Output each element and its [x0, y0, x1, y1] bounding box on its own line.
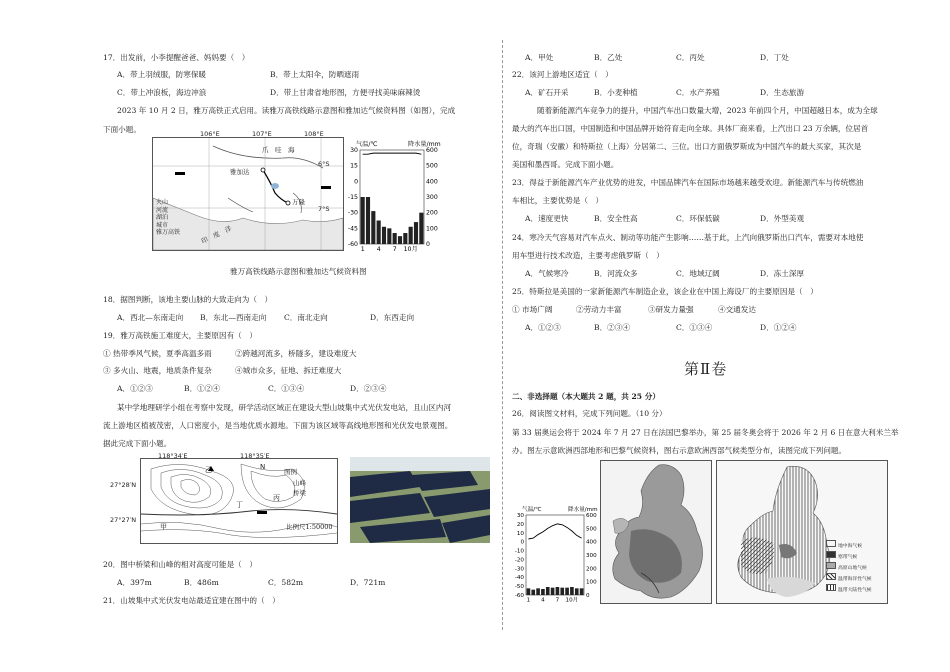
- q23-opt-c: C．环保低碳: [676, 214, 720, 223]
- q19-item-2: ②跨越河流多，桥隧多，建设难度大: [235, 349, 357, 358]
- q21-opt-c: C．丙处: [676, 53, 705, 62]
- map1-lon1: 106°E: [200, 130, 220, 138]
- y-tick-right: 100: [586, 579, 597, 586]
- precip-bar: [580, 588, 584, 595]
- jakarta-climate-chart: [340, 140, 445, 255]
- precip-bar: [371, 211, 375, 244]
- y-axis-label-left: 气温/℃: [522, 507, 542, 513]
- y-tick-left: -50: [514, 584, 524, 591]
- intro3-line4: 美国和墨西哥。完成下面小题。: [512, 160, 619, 169]
- q23-opt-a: A．速度更快: [525, 214, 569, 223]
- north-arrow: N: [260, 463, 266, 471]
- q24-opt-b: B．河流众多: [594, 269, 638, 278]
- fig1-caption: 雅万高铁线路示意图和雅加达气候资料图: [230, 267, 367, 276]
- x-tick: 7: [392, 246, 397, 254]
- legend-lake: 湖泊: [156, 214, 169, 221]
- q19: 19．雅万高铁施工难度大，主要原因有（ ）: [103, 331, 257, 340]
- map1-ocean: 印 度 洋: [200, 224, 233, 246]
- temperature-line: [363, 153, 422, 154]
- precip-bar: [403, 233, 407, 244]
- x-tick: 1: [526, 597, 531, 604]
- q21-opt-d: D．丁处: [760, 53, 789, 62]
- y-tick-right: 200: [426, 209, 438, 217]
- map2-ding: 丁: [236, 501, 243, 509]
- precip-bar: [527, 588, 531, 595]
- precip-bar: [570, 587, 574, 595]
- y-tick-right: 0: [586, 593, 590, 599]
- y-tick-left: -15: [347, 194, 358, 201]
- y-tick-left: -40: [514, 575, 524, 582]
- q25-opt-b: B．②③④: [594, 323, 630, 332]
- legend-polar: 寒带气候: [826, 551, 872, 562]
- q19-item-1: ① 热带季风气候，夏季高温多雨: [103, 349, 212, 358]
- precip-bar: [393, 233, 397, 244]
- y-tick-left: -30: [347, 209, 358, 217]
- precip-bar: [556, 587, 560, 595]
- q19-item-4: ④城市众多，征地、拆迁难度大: [235, 366, 342, 375]
- q22: 22．该河上游地区适宜（ ）: [512, 70, 613, 79]
- map2-lon1: 118°34′E: [158, 452, 188, 460]
- intro2-line3: 据此完成下面小题。: [103, 439, 172, 448]
- x-tick: 10月: [403, 246, 418, 254]
- q17-opt-c: C．带上冲浪板，海边冲浪: [117, 88, 207, 97]
- q23-opt-b: B．安全性高: [594, 214, 638, 223]
- q25: 25．特斯拉是美国的一家新能源汽车制造企业，该企业在中国上海设厂的主要原因是（ ）: [512, 287, 818, 296]
- map1-lon2: 107°E: [252, 130, 272, 138]
- q17: 17．出发前，小李提醒爸爸、妈妈要（ ）: [103, 53, 250, 62]
- q17-opt-a: A．带上羽绒服，防寒保暖: [117, 70, 207, 79]
- q25-opt-c: C．①③④: [676, 323, 713, 332]
- y-tick-left: -30: [514, 566, 524, 573]
- q17-opt-d: D．带上甘肃省地形图，方便寻找美味麻辣烫: [270, 88, 421, 97]
- map1-sea: 爪 哇 海: [262, 146, 295, 154]
- q23-opt-d: D．外型美观: [760, 214, 805, 223]
- legend-river: 河流: [156, 206, 169, 214]
- intro3-line3: 位，奇瑞（安徽）和特斯拉（上海）分居第二、三位。出口方面俄罗斯成为中国汽车的最大买家，其次是: [512, 142, 862, 151]
- map2-jia: 甲: [160, 523, 167, 531]
- q21-opt-a: A．甲处: [525, 53, 554, 62]
- y-tick-left: -45: [347, 225, 358, 233]
- q22-opt-c: C．水产养殖: [676, 88, 720, 97]
- precip-bar: [414, 222, 418, 244]
- x-tick: 4: [541, 597, 545, 604]
- map1-lat1: 6°S: [318, 160, 330, 168]
- y-tick-right: 600: [586, 513, 597, 519]
- paris-climate-chart: [508, 505, 603, 605]
- legend-volcano: 火山: [156, 199, 169, 206]
- map2-lon2: 118°35′E: [240, 452, 270, 460]
- y-tick-right: 200: [586, 566, 597, 573]
- map1-city1: 雅加达: [230, 168, 250, 176]
- y-tick-left: 15: [350, 162, 358, 170]
- y-tick-right: 500: [586, 526, 597, 533]
- q25-item-1: ① 市场广阔: [512, 305, 553, 314]
- column-divider: [502, 40, 503, 630]
- q19-item-3: ③ 多火山、地震，地质条件复杂: [103, 366, 212, 375]
- y-tick-right: 100: [426, 225, 438, 233]
- q21: 21．山坡集中式光伏发电站最适宜建在图中的（ ）: [103, 596, 280, 605]
- q20-opt-a: A．397m: [117, 578, 152, 587]
- q23-line1: 23．得益于新能源汽车产业优势的进发，中国品牌汽车在国际市场越来越受欢迎。新能源汽车与传统燃油: [512, 178, 864, 187]
- q19-opt-b: B．①②④: [184, 384, 220, 393]
- precip-bar: [551, 588, 555, 595]
- precip-bar: [366, 197, 370, 244]
- q26-text-line1: 第 33 届奥运会将于 2024 年 7 月 27 日在法国巴黎举办，第 25 届冬奥会将于 2026 年 2 月 6 日在意大利米兰举: [512, 428, 899, 437]
- railway-map: [152, 137, 344, 251]
- precip-bar: [531, 590, 535, 595]
- y-tick-left: -60: [514, 593, 524, 599]
- y-tick-left: 30: [516, 513, 524, 519]
- precip-bar: [387, 228, 391, 244]
- temperature-line: [528, 524, 581, 539]
- y-tick-right: 500: [426, 162, 438, 170]
- map2-scale: 比例尺1:50000: [286, 523, 333, 531]
- precip-bar: [409, 227, 413, 244]
- y-tick-left: 20: [516, 521, 524, 528]
- map2-yi: 乙: [205, 466, 212, 474]
- legend-oceanic: 温带海洋性气候: [826, 573, 872, 584]
- y-tick-right: 300: [586, 553, 597, 559]
- map1-lon3: 108°E: [304, 130, 324, 138]
- q21-opt-b: B．乙处: [594, 53, 623, 62]
- q20-opt-b: B．486m: [184, 578, 219, 587]
- precip-bar: [382, 227, 386, 244]
- intro3-line2: 最大的汽车出口国，中国制造和中国品牌开始符育走向全球。具体厂商来看，上汽出口 23 万余辆，位居首: [512, 124, 869, 133]
- y-tick-right: 300: [426, 194, 438, 201]
- y-tick-right: 400: [426, 178, 438, 186]
- map1-lat2: 7°S: [318, 205, 330, 213]
- y-axis-label-right: 降水量/mm: [408, 141, 441, 148]
- precip-bar: [377, 221, 381, 245]
- y-tick-left: 10: [516, 530, 524, 537]
- intro3-line1: 随着新能源汽车竞争力的提升，中国汽车出口数量大增，2023 年前四个月，中国超越日本，成为全球: [537, 106, 878, 115]
- q23-line2: 车相比，主要优势是（ ）: [512, 196, 604, 205]
- q25-item-3: ③研发力量强: [648, 305, 694, 314]
- map2-lat1: 27°28′N: [110, 481, 137, 489]
- q22-opt-a: A．矿石开采: [525, 88, 569, 97]
- precip-bar: [536, 588, 540, 595]
- q22-opt-b: B．小麦种植: [594, 88, 638, 97]
- y-tick-left: 0: [354, 178, 358, 186]
- x-tick: 10月: [565, 597, 579, 604]
- y-tick-left: -10: [514, 548, 524, 555]
- map2-legend-title: 图例: [284, 468, 297, 476]
- q19-opt-d: D．②③④: [350, 384, 387, 393]
- precip-bar: [560, 588, 564, 595]
- q24-line2: 用车型进行技术改造，主要考虑俄罗斯（ ）: [512, 251, 664, 260]
- legend-city: 城市: [156, 221, 169, 229]
- intro1-line2: 下面小题。: [103, 125, 141, 134]
- map2-lat2: 27°27′N: [110, 516, 137, 524]
- legend-railway: 雅万高铁: [156, 229, 181, 236]
- map2-legend-peak: 山峰: [293, 479, 306, 487]
- q25-item-4: ④交通发达: [718, 305, 756, 314]
- precip-bar: [565, 588, 569, 595]
- part-two-title: 第Ⅱ卷: [684, 360, 728, 378]
- chart-frame: [526, 515, 584, 595]
- q26: 26．阅读图文材料，完成下列问题。（10 分）: [512, 409, 667, 418]
- intro2-line2: 流上游地区植被茂密，人口密度小，是当地优质水源地。下面为该区域等高线地形图和光伏发电景观图。: [103, 421, 453, 430]
- q24-opt-d: D．冻土深厚: [760, 269, 805, 278]
- q18-opt-c: C．南北走向: [284, 313, 328, 322]
- y-axis-label-right: 降水量/mm: [568, 507, 598, 513]
- precip-bar: [361, 197, 365, 244]
- q18-opt-d: D．东西走向: [370, 313, 415, 322]
- q19-opt-a: A．①②③: [117, 384, 153, 393]
- y-tick-right: 0: [426, 241, 430, 248]
- q25-opt-d: D．①②④: [760, 323, 797, 332]
- q25-opt-a: A．①②③: [525, 323, 561, 332]
- q24-opt-a: A．气候寒冷: [525, 269, 569, 278]
- legend-mediterranean: 地中海气候: [826, 540, 872, 551]
- precip-bar: [541, 589, 545, 595]
- climate-legend: [826, 540, 872, 595]
- q18-opt-a: A．西北—东南走向: [117, 313, 184, 322]
- map2-legend-bridge: 桥梁: [293, 489, 306, 497]
- x-tick: 1: [360, 246, 365, 254]
- y-tick-left: -60: [347, 241, 358, 248]
- y-tick-left: -20: [514, 557, 524, 564]
- x-tick: 4: [376, 246, 381, 254]
- q20-opt-c: C．582m: [268, 578, 304, 587]
- y-tick-right: 600: [426, 147, 438, 154]
- europe-terrain-map: [600, 460, 712, 604]
- q20: 20．图中桥梁和山峰的相对高度可能是（ ）: [103, 560, 257, 569]
- solar-farm-photo: [350, 457, 490, 543]
- precip-bar: [398, 236, 402, 244]
- intro2-line1: 某中学地理研学小组在考察中发现，研学活动区域正在建设大型山坡集中式光伏发电站，且山区内河: [117, 403, 452, 412]
- q22-opt-d: D．生态旅游: [760, 88, 805, 97]
- precip-bar: [575, 588, 579, 595]
- section-two-heading: 二、非选择题（本大题共 2 题，共 25 分）: [512, 392, 660, 401]
- q19-opt-c: C．①③④: [268, 384, 305, 393]
- y-tick-left: 30: [350, 147, 358, 154]
- intro1-line1: 2023 年 10 月 2 日，雅万高铁正式启用。读雅万高铁线路示意图和雅加达气候资料图（如图），完成: [117, 106, 456, 115]
- x-tick: 7: [555, 597, 560, 604]
- q18: 18．据图判断，该地主要山脉的大致走向为（ ）: [103, 295, 273, 304]
- legend-continental: 温带大陆性气候: [826, 584, 872, 595]
- q17-opt-b: B．带上太阳伞，防晒遮雨: [270, 70, 360, 79]
- q24-opt-c: C．地域辽阔: [676, 269, 720, 278]
- q18-opt-b: B．东北—西南走向: [200, 313, 267, 322]
- y-axis-label-left: 气温/℃: [356, 141, 378, 148]
- q24-line1: 24．寒冷天气容易对汽车点火、制动等功能产生影响……基于此，上汽向俄罗斯出口汽车，需要对本地使: [512, 233, 864, 242]
- precip-bar: [419, 213, 423, 244]
- precip-bar: [546, 587, 550, 595]
- q20-opt-d: D．721m: [350, 578, 386, 587]
- q26-text-line2: 办。图左示意欧洲西部地形和巴黎气候资料，图右示意欧洲西部气候类型分布，读图完成下列问题。: [512, 446, 847, 455]
- map1-city2: 万隆: [292, 198, 305, 206]
- q25-item-2: ②劳动力丰富: [576, 305, 622, 314]
- map1-legend: [156, 199, 180, 237]
- y-tick-left: 0: [520, 539, 524, 546]
- legend-highland: 高原山地气候: [826, 562, 872, 573]
- map2-bing: 丙: [273, 494, 280, 502]
- y-tick-right: 400: [586, 539, 597, 546]
